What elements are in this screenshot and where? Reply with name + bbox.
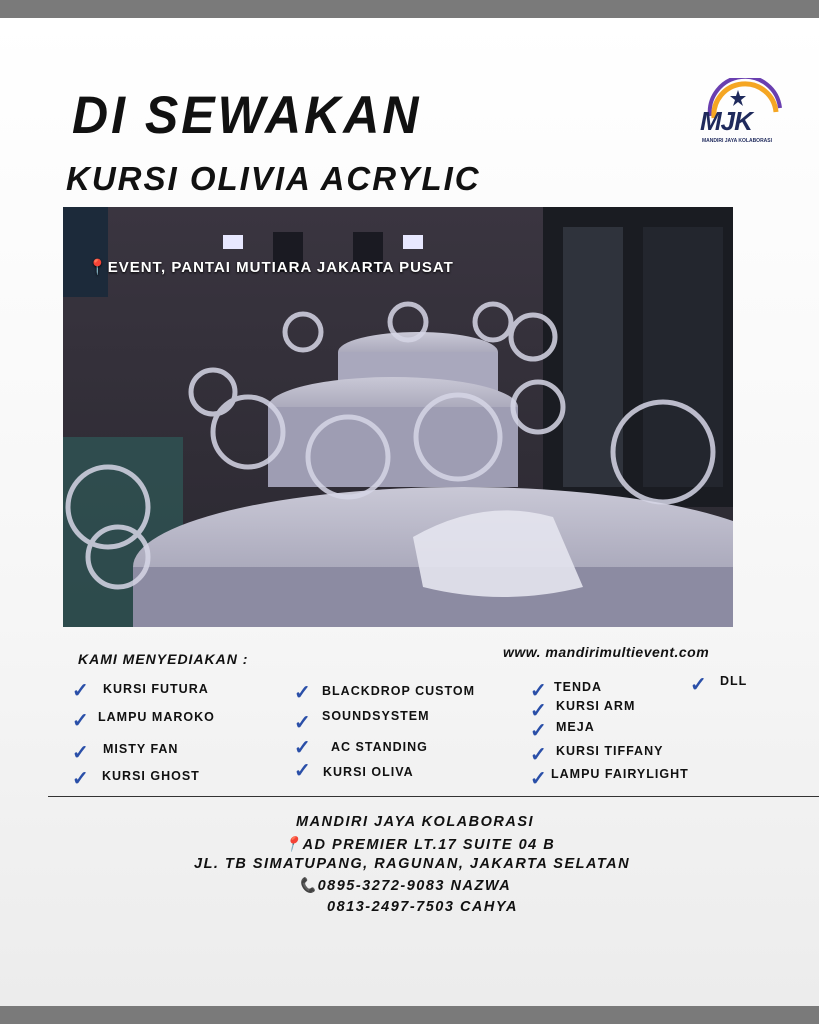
location-pin-icon: 📍 [88,259,108,276]
check-icon: ✓ [294,760,311,782]
bottom-border [0,1006,819,1024]
services-heading: KAMI MENYEDIAKAN : [78,651,249,667]
check-icon: ✓ [294,682,311,704]
photo-caption [88,258,454,276]
address-1-text: AD PREMIER LT.17 SUITE 04 B [302,837,556,853]
website-text: www. mandirimultievent.com [503,644,710,660]
check-icon: ✓ [294,712,311,734]
service-item: KURSI OLIVA [323,765,414,779]
service-item: BLACKDROP CUSTOM [322,684,476,698]
service-item: KURSI GHOST [102,769,200,783]
check-icon: ✓ [530,680,547,702]
service-item: SOUNDSYSTEM [322,709,430,723]
check-icon: ✓ [530,744,547,766]
logo-text: MJK [700,106,752,136]
check-icon: ✓ [72,742,89,764]
footer-phone-1 [298,877,511,894]
page-title: DI SEWAKAN [72,85,422,145]
service-item: MISTY FAN [103,742,179,756]
service-item: KURSI ARM [556,699,636,713]
check-icon: ✓ [72,680,89,702]
check-icon: ✓ [530,720,547,742]
check-icon: ✓ [294,737,311,759]
footer-company: MANDIRI JAYA KOLABORASI [296,814,535,830]
service-item: TENDA [554,680,603,694]
divider [48,796,819,797]
footer-address-2: JL. TB SIMATUPANG, RAGUNAN, JAKARTA SELATAN [194,856,631,872]
service-item: LAMPU FAIRYLIGHT [551,767,689,781]
top-border [0,0,819,18]
phone-icon: 📞 [298,878,318,894]
mjk-logo [700,78,786,150]
service-item: AC STANDING [331,740,428,754]
caption-text: EVENT, PANTAI MUTIARA JAKARTA PUSAT [107,259,454,276]
service-item: MEJA [556,720,595,734]
footer-address-1 [283,836,555,853]
check-icon: ✓ [690,674,707,696]
product-subtitle: KURSI OLIVIA ACRYLIC [66,160,481,197]
footer-phone-2: 0813-2497-7503 CAHYA [327,899,518,915]
service-item: KURSI FUTURA [103,682,209,696]
check-icon: ✓ [72,710,89,732]
service-item: LAMPU MAROKO [98,710,215,724]
service-item: KURSI TIFFANY [556,744,664,758]
check-icon: ✓ [530,700,547,722]
location-pin-icon: 📍 [283,837,303,853]
service-item: DLL [720,674,748,688]
check-icon: ✓ [530,768,547,790]
check-icon: ✓ [72,768,89,790]
logo-tagline: MANDIRI JAYA KOLABORASI [702,138,773,144]
phone-1-text: 0895-3272-9083 NAZWA [317,878,512,894]
